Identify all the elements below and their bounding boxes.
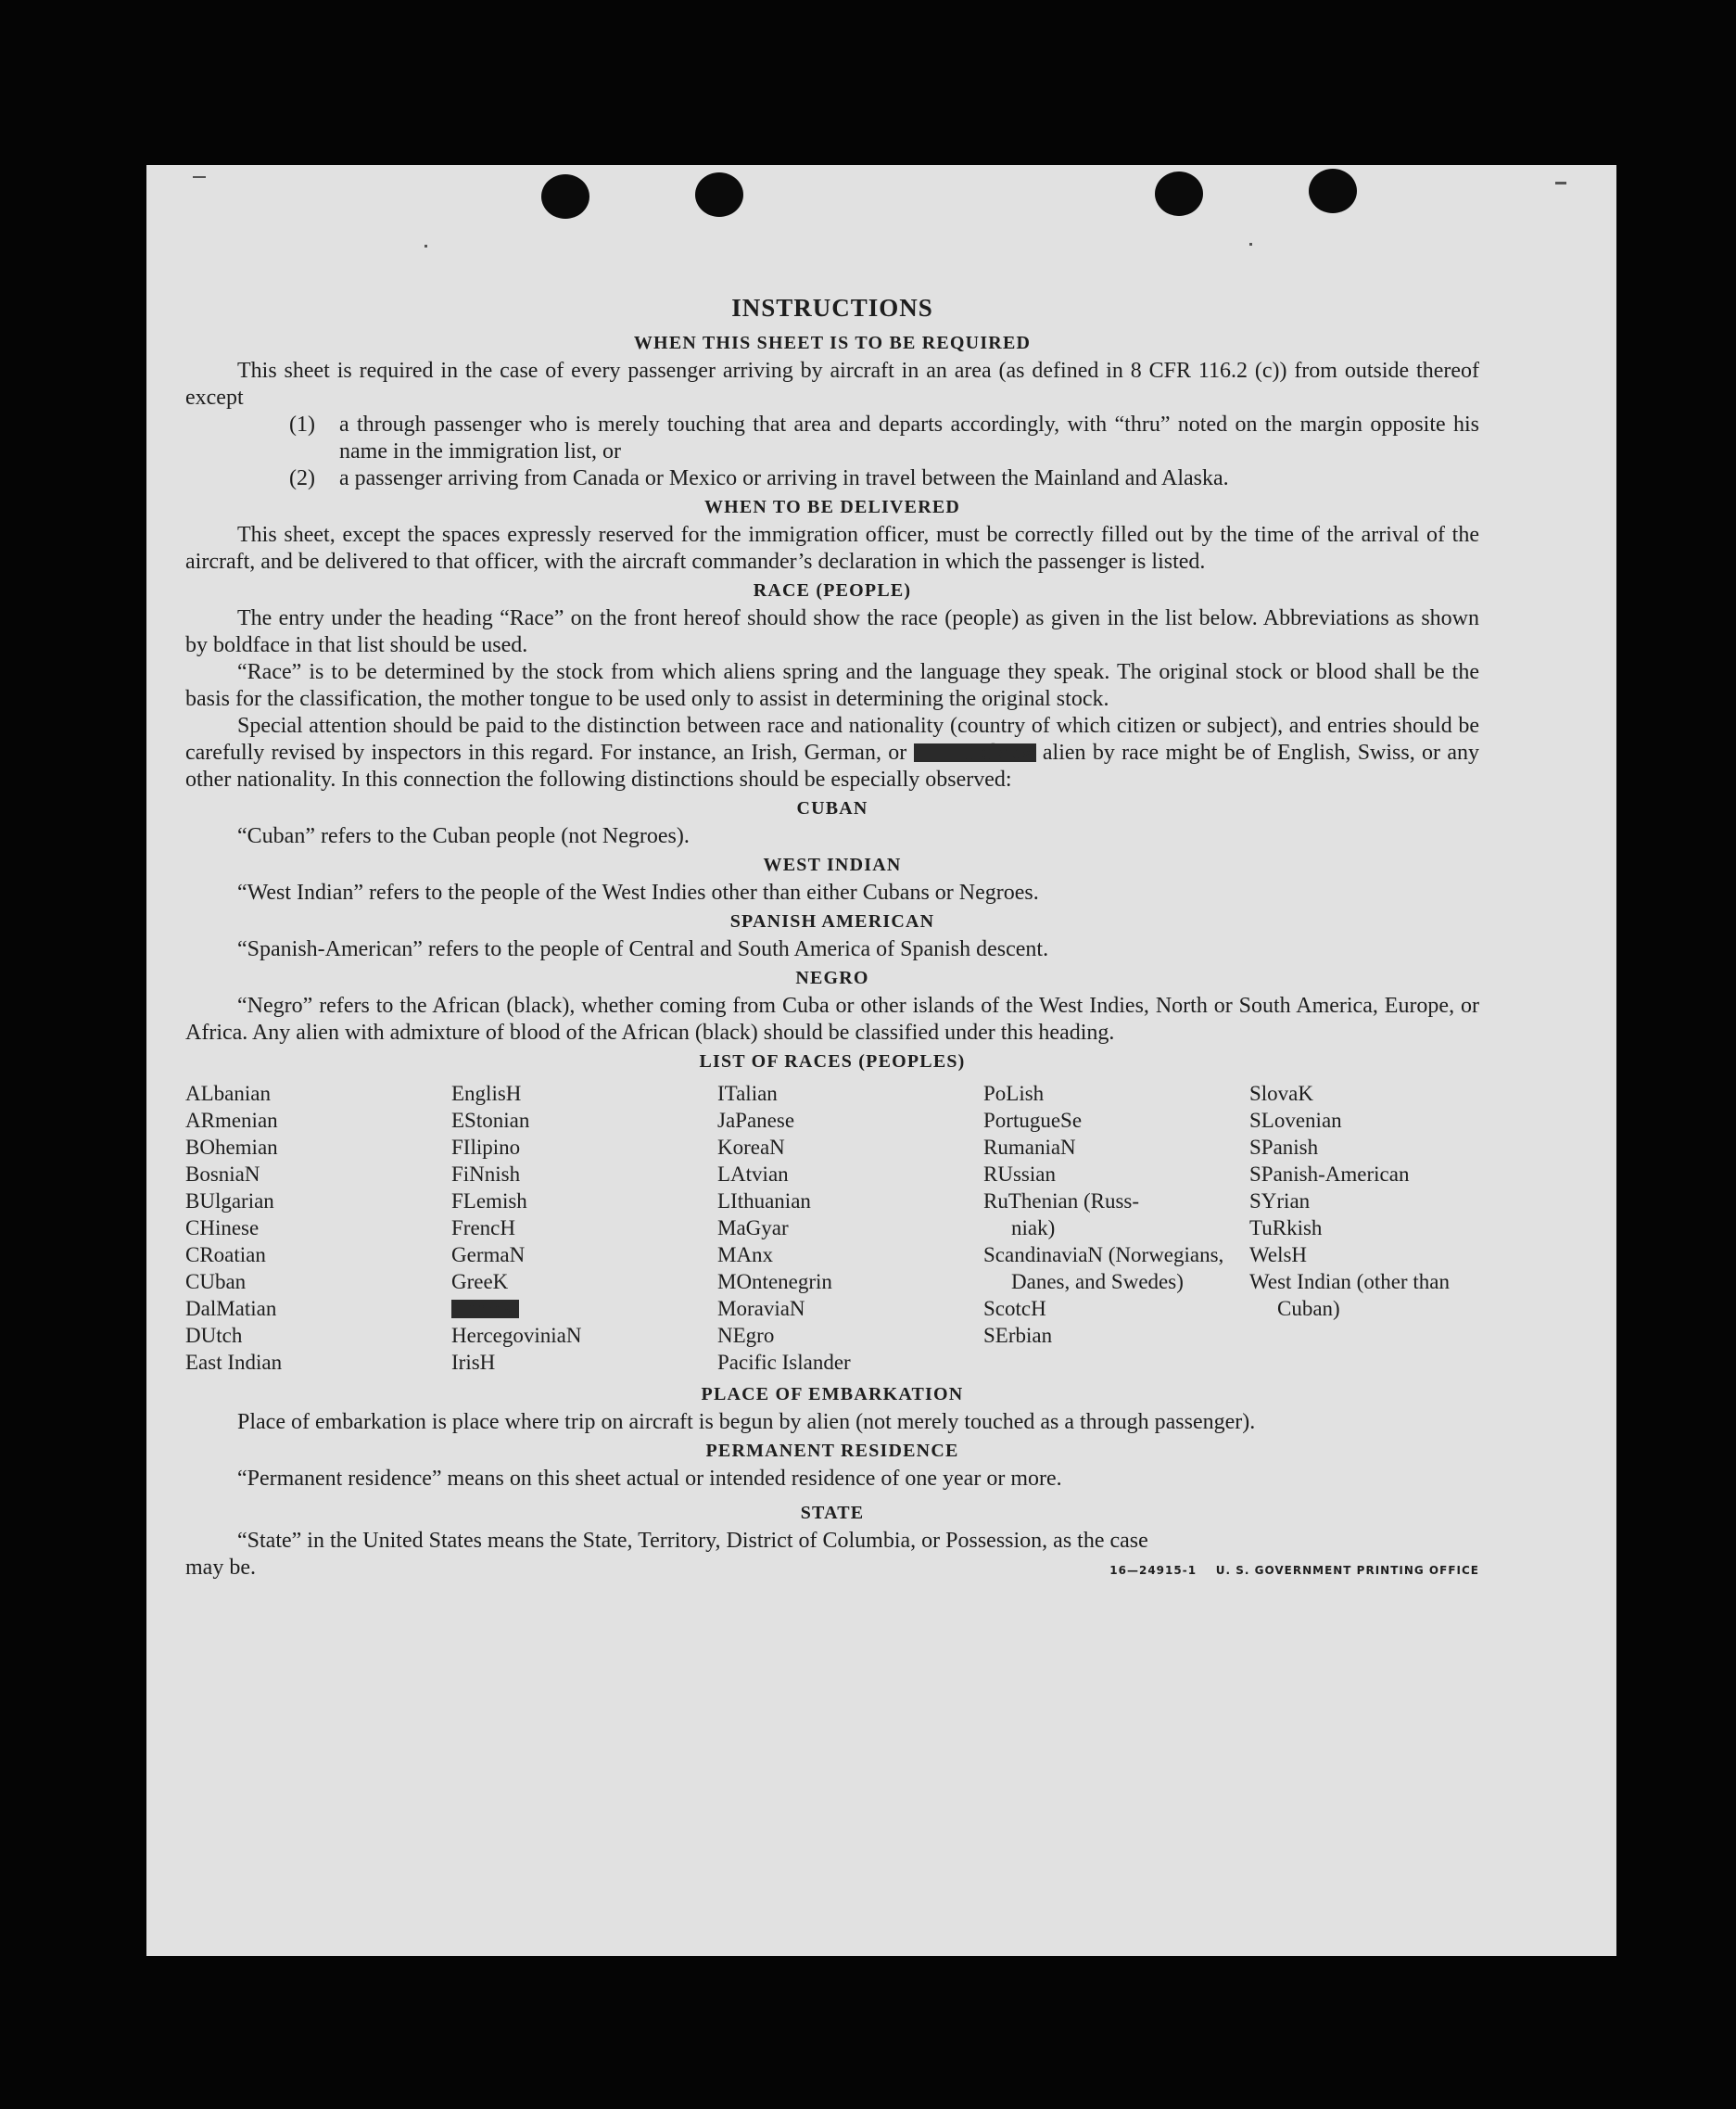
race-item: FiNnish [451,1162,521,1186]
residence-text: “Permanent residence” means on this sheet actual or intended residence of one year or more. [237,1467,1062,1491]
west-indian-text: “West Indian” refers to the people of the West Indies other than either Cubans or Negroes. [237,881,1039,905]
race-paragraph-start: Special attention should be paid to the distinction between race and nationality (country of which citizen or subject), and entries should be carefully revised by inspectors in this regard. For instance, an Irish, German, or [185,714,1479,765]
race-item: BUlgarian [185,1189,274,1213]
embarkation-text: Place of embarkation is place where trip on aircraft is begun by alien (not merely touched as a through passenger). [237,1410,1256,1434]
race-item: SErbian [983,1324,1053,1347]
race-paragraph-end: alien by race might be of English, Swiss, or any other nationality. In this connection the following distinctions should be especially observed: [185,741,1480,792]
race-item: West Indian (other than Cuban) [1249,1270,1450,1320]
section-heading-state: STATE [800,1503,865,1523]
race-item: SPanish [1249,1136,1319,1159]
exception-number: (2) [289,466,315,490]
document-sheet [146,165,1616,1956]
printing-office-imprint [1109,1557,1479,1584]
races-list [185,1080,1479,1376]
form-code: 16—24915-1 [1109,1564,1197,1577]
races-column-2 [451,1080,717,1376]
race-item: WelsH [1249,1243,1308,1266]
section-heading-races-list: LIST OF RACES (PEOPLES) [699,1051,966,1072]
race-item: RUssian [983,1162,1056,1186]
race-item: SLovenian [1249,1109,1342,1132]
race-paragraph: The entry under the heading “Race” on the front hereof should show the race (people) as given in the list below. Abbreviations as shown by boldface in that list should be used. [185,606,1479,657]
race-item: BOhemian [185,1136,278,1159]
race-item: CHinese [185,1216,260,1239]
race-item: RumaniaN [983,1136,1076,1159]
race-item: BosniaN [185,1162,260,1186]
race-item: ITalian [717,1082,778,1105]
race-item: NEgro [717,1324,775,1347]
race-item: DalMatian [185,1297,277,1320]
exception-text: a through passenger who is merely touching that area and departs accordingly, with “thru” noted on the margin opposite his name in the immigration list, or [339,413,1479,464]
race-item: ScandinaviaN (Norwegians, Danes, and Swedes) [983,1243,1224,1293]
section-heading-residence: PERMANENT RESIDENCE [705,1441,959,1461]
race-item: PoLish [983,1082,1045,1105]
cuban-text: “Cuban” refers to the Cuban people (not Negroes). [237,824,690,848]
race-item: HercegoviniaN [451,1324,582,1347]
race-item: GermaN [451,1243,526,1266]
race-item: MaGyar [717,1216,789,1239]
exception-item [289,412,1479,465]
race-item: CRoatian [185,1243,266,1266]
race-item: LIthuanian [717,1189,811,1213]
race-item: RuThenian (Russ- [983,1189,1140,1213]
page-title: INSTRUCTIONS [731,294,933,322]
spanish-american-text: “Spanish-American” refers to the people of Central and South America of Spanish descent. [237,937,1049,961]
paper-speck [193,176,206,178]
punch-hole [1155,172,1203,216]
race-item-struck [451,1295,717,1322]
race-item: IrisH [451,1351,496,1374]
punch-hole [541,174,589,219]
state-text: “State” in the United States means the State, Territory, District of Columbia, or Possession, as the case [237,1529,1148,1553]
race-item: SlovaK [1249,1082,1313,1105]
race-item: FLemish [451,1189,527,1213]
races-column-1 [185,1080,451,1376]
race-item: East Indian [185,1351,283,1374]
race-item: EStonian [451,1109,530,1132]
instructions-content [185,293,1479,1584]
section-heading-delivered: WHEN TO BE DELIVERED [703,497,961,517]
exception-item [289,465,1479,492]
struck-word: Hebrew [451,1297,519,1320]
state-text-end: may be. [185,1556,256,1580]
race-item: FrencH [451,1216,515,1239]
race-item: SPanish-American [1249,1162,1410,1186]
race-paragraph: “Race” is to be determined by the stock from which aliens spring and the language they speak. The original stock or blood shall be the basis for the classification, the mother tongue to be used only to assist in determining the original stock. [185,660,1479,711]
section-heading-embarkation: PLACE OF EMBARKATION [701,1384,964,1404]
race-item: ScotcH [983,1297,1046,1320]
section-heading-negro: NEGRO [795,968,869,988]
printer-name: U. S. GOVERNMENT PRINTING OFFICE [1215,1564,1479,1577]
race-item: ARmenian [185,1109,278,1132]
race-item: LAtvian [717,1162,789,1186]
paper-speck [1249,243,1252,246]
race-item-continued: niak) [1011,1216,1056,1239]
race-item: PortugueSe [983,1109,1083,1132]
section-heading-required: WHEN THIS SHEET IS TO BE REQUIRED [633,333,1032,353]
race-item: ALbanian [185,1082,271,1105]
punch-hole [1309,169,1357,213]
race-item: JaPanese [717,1109,795,1132]
race-item: CUban [185,1270,247,1293]
negro-text: “Negro” refers to the African (black), whether coming from Cuba or other islands of the West Indies, North or South America, Europe, or Africa. Any alien with admixture of blood of the African (black) should be classified under this heading. [185,994,1479,1045]
paper-speck [424,245,427,248]
races-column-5 [1249,1080,1515,1376]
race-item: GreeK [451,1270,509,1293]
state-footer-line [185,1555,1479,1584]
race-item: DUtch [185,1324,243,1347]
race-paragraph [185,713,1479,794]
struck-word: Hebrew [914,743,1036,762]
race-item: Pacific Islander [717,1351,851,1374]
paper-speck [1555,182,1566,184]
required-intro: This sheet is required in the case of every passenger arriving by aircraft in an area (as defined in 8 CFR 116.2 (c)) from outside thereof except [185,359,1479,410]
race-item: MOntenegrin [717,1270,832,1293]
exception-text: a passenger arriving from Canada or Mexico or arriving in travel between the Mainland and Alaska. [339,466,1229,490]
races-column-3 [717,1080,983,1376]
section-heading-race: RACE (PEOPLE) [753,580,912,601]
race-item: SYrian [1249,1189,1311,1213]
delivered-text: This sheet, except the spaces expressly reserved for the immigration officer, must be correctly filled out by the time of the arrival of the aircraft, and be delivered to that officer, with the aircraft commander’s declaration in which the passenger is listed. [185,523,1479,574]
race-item: MoraviaN [717,1297,805,1320]
race-item: TuRkish [1249,1216,1323,1239]
section-heading-west-indian: WEST INDIAN [763,855,902,875]
races-column-4 [983,1080,1249,1376]
race-item: KoreaN [717,1136,785,1159]
race-item: MAnx [717,1243,774,1266]
section-heading-cuban: CUBAN [796,798,868,819]
race-item: FIlipino [451,1136,521,1159]
exception-number: (1) [289,413,315,437]
race-item: EnglisH [451,1082,522,1105]
punch-hole [695,172,743,217]
section-heading-spanish-american: SPANISH AMERICAN [729,911,935,932]
